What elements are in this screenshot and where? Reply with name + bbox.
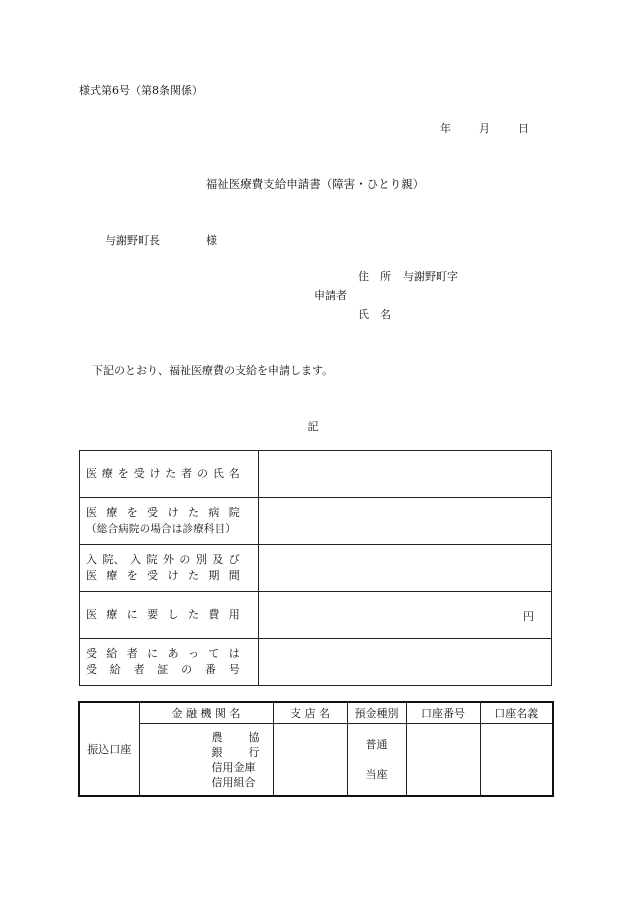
header-institution: 金 融 機 関 名 [139,702,273,724]
label-char: の [181,663,193,676]
label-char: け [167,569,179,582]
institution-shinkumi: 信用組合 [211,775,256,789]
day-label: 日 [518,122,529,135]
label-char: 入 [86,553,98,566]
recipient-certificate-field[interactable] [259,639,552,686]
label-char: け [149,467,161,480]
recipient-name-label [80,451,259,498]
table-row [80,498,552,545]
label-char: 費 [208,608,220,621]
label-char: た [165,467,177,480]
header-account-holder: 口座名義 [480,702,553,724]
label-char: 医 [86,467,98,480]
label-char: た [187,608,200,621]
label-char: あ [167,647,179,660]
label-char: を [126,506,139,519]
addressee [105,232,217,248]
label-char: 用 [228,608,240,621]
label-char: 院 [228,506,240,519]
applicant-name-label: 氏 名 [358,308,391,321]
institution-char: 銀 [211,745,223,759]
deposit-type-futsu: 普通 [365,737,388,751]
label-char: 受 [133,467,145,480]
label-char: 医 [86,506,98,519]
label-char: 外 [162,553,175,566]
label-char: 療 [106,608,118,621]
label-char: し [167,608,179,621]
label-char: を [117,467,129,480]
label-char: は [228,647,240,660]
account-number-cell[interactable] [406,724,480,797]
label-char: を [126,569,139,582]
recipient-name-field[interactable] [259,451,552,498]
treatment-period-field[interactable] [259,545,552,592]
table-row [80,592,552,639]
label-char: た [187,506,200,519]
label-char: 名 [228,467,240,480]
label-char: 別 [195,553,208,566]
header-account-number: 口座番号 [406,702,480,724]
applicant-address-line [358,268,458,284]
addressee-honorific: 様 [206,234,217,247]
deposit-type-cell[interactable] [347,724,406,797]
header-deposit-type: 預金種別 [347,702,406,724]
bank-transfer-table [78,701,554,797]
institution-bank [212,745,260,760]
table-row [80,451,552,498]
label-char: て [208,647,220,660]
label-char: の [179,553,191,566]
label-char: 入 [130,553,142,566]
label-char: っ [187,647,200,660]
yen-unit: 円 [523,610,534,623]
date-line [440,120,529,136]
label-char: に [126,608,139,621]
label-char: 者 [126,647,139,660]
medical-cost-label [80,592,259,639]
medical-cost-field[interactable] [259,592,552,639]
label-char: に [147,647,159,660]
label-char: 及 [212,553,224,566]
label-char: 給 [106,647,118,660]
table-row [79,702,553,724]
ki-heading: 記 [307,420,319,433]
address-label: 住 所 [358,270,391,283]
table-row [79,724,553,797]
institution-nokyo [212,730,260,745]
hospital-field[interactable] [259,498,552,545]
month-label: 月 [479,122,490,135]
branch-cell[interactable] [273,724,347,797]
account-holder-cell[interactable] [480,724,553,797]
institution-shinkin: 信用金庫 [211,760,256,774]
recipient-certificate-label [80,639,259,686]
document-title: 福祉医療費支給申請書（障害・ひとり親） [205,177,425,191]
form-number: 様式第6号（第8条関係） [79,84,203,97]
label-char: 要 [147,608,159,621]
institution-char: 農 [211,730,223,744]
label-char: 番 [204,663,217,676]
label-char: 受 [86,663,98,676]
label-char: 病 [208,506,220,519]
label-char: び [228,553,240,566]
label-char: 給 [109,663,122,676]
address-value: 与謝野町字 [403,270,458,283]
treatment-period-label [80,545,259,592]
label-char: の [197,467,209,480]
institution-cell[interactable] [139,724,273,797]
label-char: 期 [208,569,220,582]
label-char: 証 [157,663,169,676]
label-char: た [187,569,200,582]
transfer-account-label: 振込口座 [79,702,139,796]
label-char: 医 [86,608,98,621]
label-char: 療 [106,506,118,519]
label-char: け [167,506,179,519]
header-branch: 支 店 名 [273,702,347,724]
label-char: 院 [146,553,158,566]
application-statement: 下記のとおり、福祉医療費の支給を申請します。 [92,364,334,377]
year-label: 年 [440,122,451,135]
label-char: 院、 [102,553,125,566]
applicant-label: 申請者 [314,289,347,302]
label-char: 間 [228,569,240,582]
deposit-type-toza: 当座 [365,767,388,781]
label-char: 療 [101,467,114,480]
table-row [80,545,552,592]
addressee-name: 与謝野町長 [105,234,160,247]
institution-char: 行 [248,745,260,759]
label-char: 医 [86,569,98,582]
label-char: 受 [86,647,98,660]
label-char: 者 [181,467,193,480]
hospital-label [80,498,259,545]
label-char: 療 [106,569,118,582]
institution-char: 協 [248,730,260,744]
institution-type-list [212,730,260,790]
table-row [80,639,552,686]
application-details-table [79,450,552,686]
hospital-note: （総合病院の場合は診療科目） [86,523,237,535]
label-char: 氏 [212,467,225,480]
label-char: 受 [147,569,159,582]
label-char: 者 [133,663,145,676]
label-char: 号 [228,663,240,676]
label-char: 受 [147,506,159,519]
